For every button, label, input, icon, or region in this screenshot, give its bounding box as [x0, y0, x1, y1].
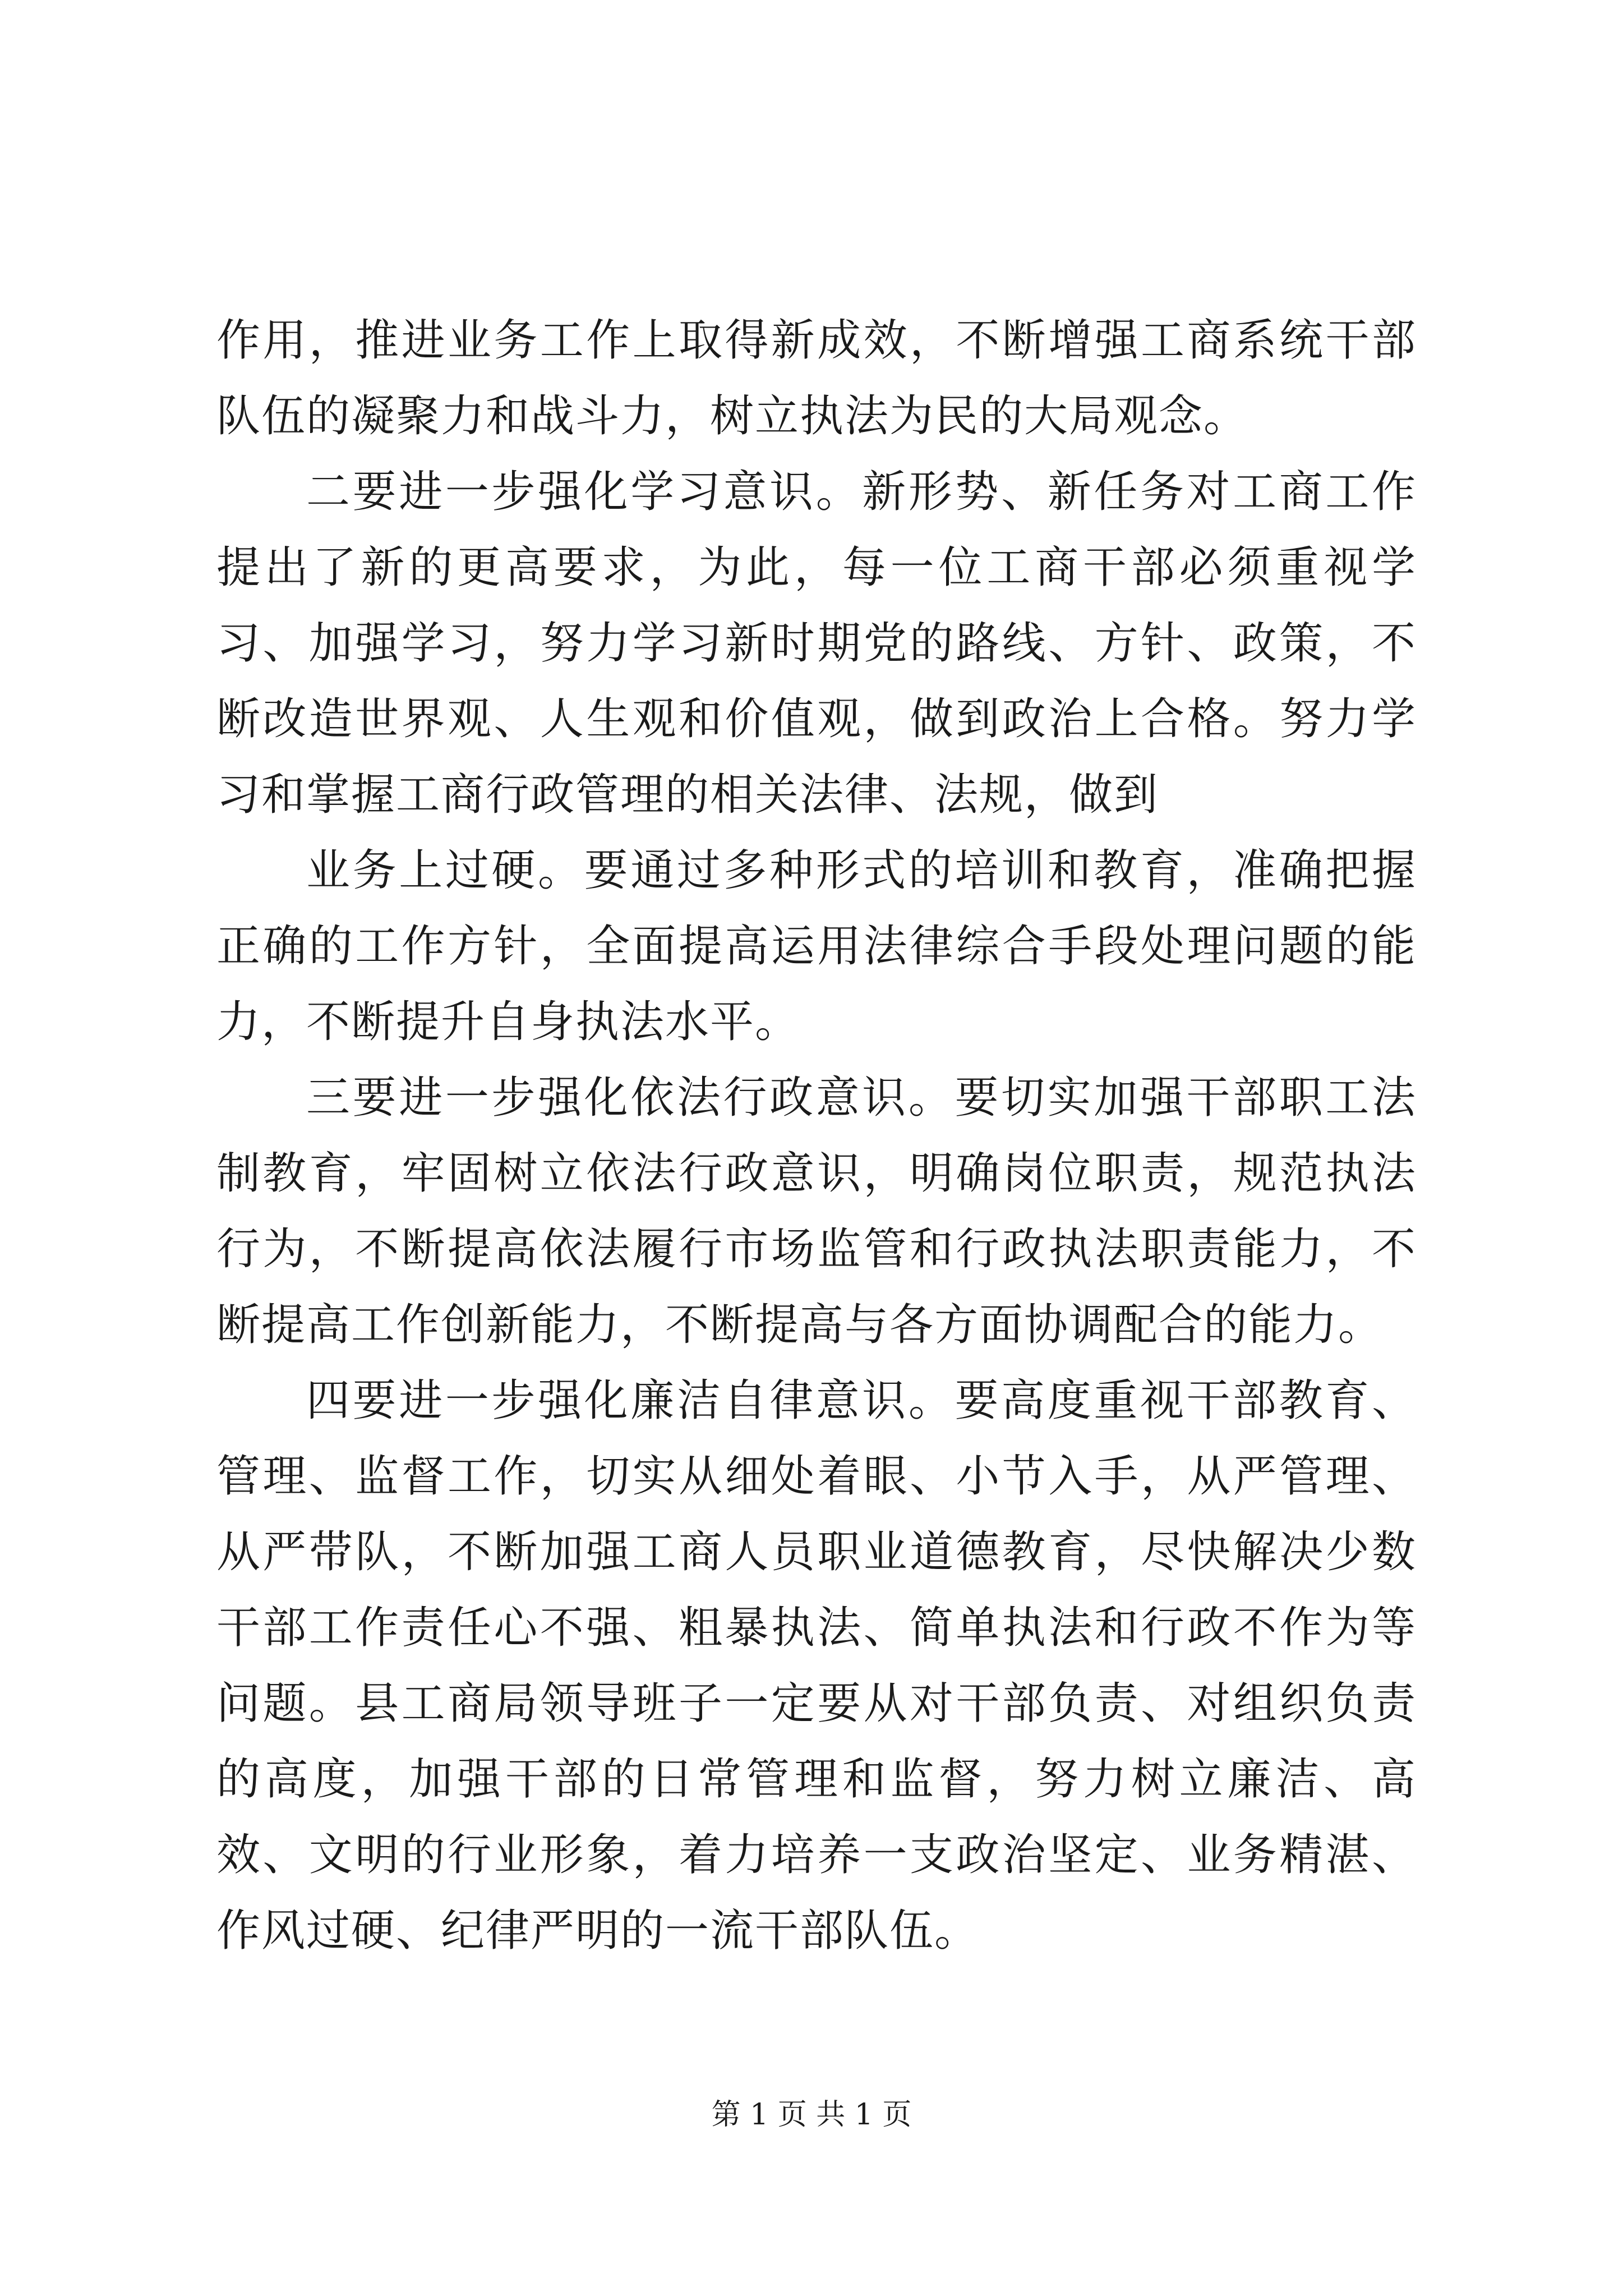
paragraph-4: 三要进一步强化依法行政意识。要切实加强干部职工法制教育，牢固树立依法行政意识，明确岗位职责，规范执法行为，不断提高依法履行市场监管和行政执法职责能力，不断提高工作创新能力，不断提高与各方面协调配合的能力。 [216, 1073, 1417, 1350]
page-number: 第 1 页 共 1 页 [711, 2098, 912, 2132]
document-body [216, 303, 1417, 1969]
page-footer [0, 2095, 1623, 2134]
paragraph-5: 四要进一步强化廉洁自律意识。要高度重视干部教育、管理、监督工作，切实从细处着眼、小节入手，从严管理、从严带队，不断加强工商人员职业道德教育，尽快解决少数干部工作责任心不强、粗暴执法、简单执法和行政不作为等问题。县工商局领导班子一定要从对干部负责、对组织负责的高度，加强干部的日常管理和监督，努力树立廉洁、高效、文明的行业形象，着力培养一支政治坚定、业务精湛、作风过硬、纪律严明的一流干部队伍。 [216, 1375, 1417, 1956]
paragraph-2: 二要进一步强化学习意识。新形势、新任务对工商工作提出了新的更高要求，为此，每一位工商干部必须重视学习、加强学习，努力学习新时期党的路线、方针、政策，不断改造世界观、人生观和价值观，做到政治上合格。努力学习和掌握工商行政管理的相关法律、法规，做到 [216, 467, 1417, 820]
paragraph-1: 作用，推进业务工作上取得新成效，不断增强工商系统干部队伍的凝聚力和战斗力，树立执法为民的大局观念。 [216, 315, 1417, 441]
paragraph-3: 业务上过硬。要通过多种形式的培训和教育，准确把握正确的工作方针，全面提高运用法律综合手段处理问题的能力，不断提升自身执法水平。 [216, 845, 1417, 1047]
